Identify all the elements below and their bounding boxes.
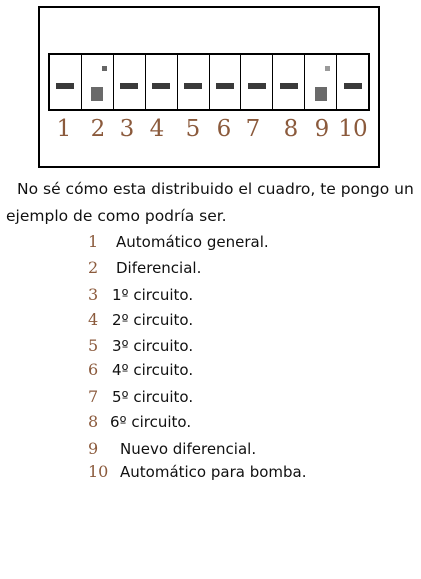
legend-text: Nuevo diferencial. (120, 440, 257, 458)
legend-text: 1º circuito. (112, 286, 194, 304)
legend-number: 8 (88, 412, 99, 431)
breaker-2-switch (91, 87, 103, 101)
legend-text: 2º circuito. (112, 311, 194, 329)
legend-number: 4 (88, 310, 99, 329)
breaker-7-switch (248, 83, 266, 89)
breaker-number-5: 5 (185, 116, 201, 142)
breaker-4-switch (152, 83, 170, 89)
breaker-slot-2 (82, 55, 114, 109)
breaker-8-switch (280, 83, 298, 89)
breaker-3-switch (120, 83, 138, 89)
breaker-9-switch (315, 87, 327, 101)
breaker-6-switch (216, 83, 234, 89)
intro-text (6, 176, 416, 230)
legend-text: Automático para bomba. (120, 463, 307, 481)
breaker-number-9: 9 (314, 116, 330, 142)
legend-number: 6 (88, 360, 99, 379)
legend-text: 3º circuito. (112, 337, 194, 355)
breaker-numbers (48, 114, 370, 146)
legend-text: 6º circuito. (110, 413, 192, 431)
breaker-10-switch (344, 83, 362, 89)
legend-number: 10 (88, 462, 109, 481)
breaker-number-4: 4 (149, 116, 165, 142)
breaker-number-7: 7 (245, 116, 261, 142)
breaker-slot-5 (178, 55, 210, 109)
legend-number: 2 (88, 258, 99, 277)
breaker-number-1: 1 (56, 116, 72, 142)
legend-number: 7 (88, 387, 99, 406)
legend-number: 5 (88, 336, 99, 355)
breaker-slot-8 (273, 55, 305, 109)
legend-number: 9 (88, 439, 99, 458)
legend-text: 5º circuito. (112, 388, 194, 406)
breaker-slot-7 (241, 55, 273, 109)
legend-text: Automático general. (116, 233, 269, 251)
breaker-number-3: 3 (119, 116, 135, 142)
breaker-number-8: 8 (283, 116, 299, 142)
breaker-slot-10 (337, 55, 368, 109)
legend-number: 1 (88, 232, 99, 251)
breaker-slot-4 (146, 55, 178, 109)
legend-text: Diferencial. (116, 259, 202, 277)
breaker-2-indicator (102, 66, 107, 71)
breaker-slot-1 (50, 55, 82, 109)
breaker-9-indicator (325, 66, 330, 71)
breaker-number-2: 2 (90, 116, 106, 142)
intro-line-1: No sé cómo esta distribuido el cuadro, te pongo un (17, 180, 414, 198)
breaker-number-6: 6 (216, 116, 232, 142)
breaker-1-switch (56, 83, 74, 89)
legend-text: 4º circuito. (112, 361, 194, 379)
intro-line-2: ejemplo de como podría ser. (6, 207, 227, 225)
breaker-number-10: 10 (338, 116, 368, 142)
breaker-5-switch (184, 83, 202, 89)
breaker-slot-9 (305, 55, 337, 109)
legend-number: 3 (88, 285, 99, 304)
breaker-slot-6 (210, 55, 242, 109)
breaker-slot-3 (114, 55, 146, 109)
breaker-panel (48, 53, 370, 111)
